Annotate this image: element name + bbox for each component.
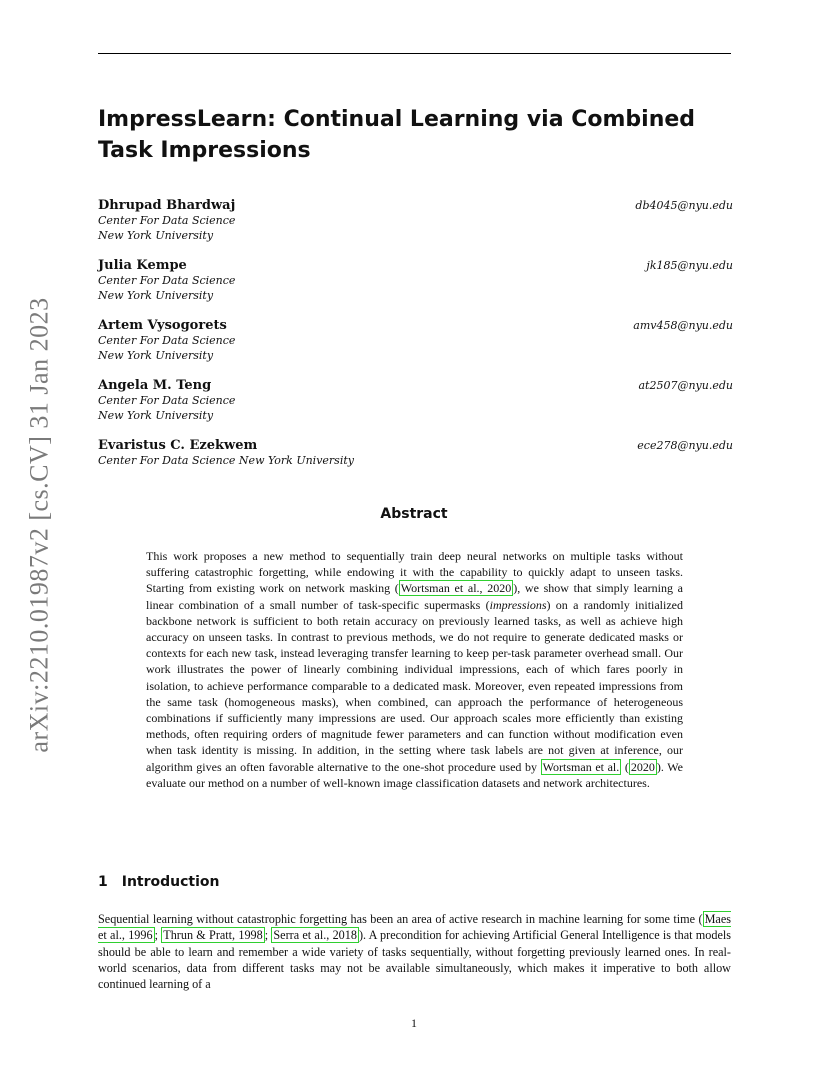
arxiv-stamp <box>20 290 60 760</box>
author-affiliation: New York University <box>98 349 214 362</box>
author-affiliation: New York University <box>98 409 214 422</box>
author-name: Julia Kempe <box>98 258 187 273</box>
arxiv-stamp-text: arXiv:2210.01987v2 [cs.CV] 31 Jan 2023 <box>25 297 54 753</box>
author-email[interactable]: jk185@nyu.edu <box>646 259 733 272</box>
abstract-text: ). We evaluate our method on a number of well-known image classification datasets and network architectures. <box>146 759 683 790</box>
citation-link[interactable]: 2020 <box>630 759 655 774</box>
author-block <box>98 198 733 243</box>
top-rule <box>98 53 731 54</box>
author-name: Artem Vysogorets <box>98 318 227 333</box>
author-affiliation: New York University <box>98 289 214 302</box>
abstract-heading: Abstract <box>380 506 448 522</box>
author-affiliation: Center For Data Science <box>98 214 236 227</box>
intro-text: ). A precondition for achieving Artificial General Intelligence is that models should be able to learn and remember a wide variety of tasks sequentially, without forgetting previously learned ones. In real-world scenarios, data from different tasks may not be available simultaneously, which makes it imperative to both allow continued learning of a <box>98 928 732 992</box>
author-affiliation: Center For Data Science <box>98 394 236 407</box>
author-affiliation: Center For Data Science <box>98 274 236 287</box>
section-number: 1 <box>98 874 108 890</box>
abstract-text: ) on a randomly initialized backbone network is sufficient to both retain accuracy on previously learned tasks, as well as achieve high accuracy on unseen tasks. In contrast to previous methods, we do not require to generate dedicated masks or contexts for each new task, instead leveraging transfer learning to keep per-task parameter overhead small. Our work illustrates the power of linearly combining individual impressions, each of which fares poorly in isolation, to achieve performance comparable to a dedicated mask. Moreover, even repeated impressions from the same task (homogeneous masks), when combined, can approach the performance of heterogeneous combinations if sufficiently many impressions are used. Our approach scales more efficiently than existing methods, often requiring orders of magnitude fewer parameters and can function without modification even when task identity is missing. In addition, in the setting where task labels are not given at inference, our algorithm gives an often favorable alternative to the one-shot procedure used by <box>146 597 684 774</box>
abstract-text: ( <box>621 759 629 774</box>
author-email[interactable]: at2507@nyu.edu <box>638 379 733 392</box>
author-name: Angela M. Teng <box>98 378 212 393</box>
author-block <box>98 318 733 363</box>
citation-link[interactable]: Maes et al., 1996 <box>98 912 731 943</box>
abstract-body <box>146 548 683 791</box>
citation-link[interactable]: Wortsman et al., 2020 <box>400 581 512 596</box>
author-email[interactable]: amv458@nyu.edu <box>633 319 733 332</box>
author-block <box>98 378 733 423</box>
intro-text: ; <box>264 928 272 943</box>
citation-link[interactable]: Wortsman et al. <box>542 759 620 774</box>
author-affiliation: Center For Data Science New York University <box>98 454 354 467</box>
author-affiliation: Center For Data Science <box>98 334 236 347</box>
author-name: Evaristus C. Ezekwem <box>98 438 258 453</box>
page-number: 1 <box>411 1016 417 1030</box>
abstract-text: This work proposes a new method to sequentially train deep neural networks on multiple tasks without suffering catastrophic forgetting, while endowing it with the capability to quickly adapt to unseen tasks. Starting from existing work on network masking ( <box>146 549 683 596</box>
abstract-emphasis: impressions <box>489 597 547 612</box>
author-name: Dhrupad Bhardwaj <box>98 198 236 213</box>
citation-link[interactable]: Serra et al., 2018 <box>273 928 357 943</box>
abstract-text: ), we show that simply learning a linear combination of a small number of task-specific supermasks ( <box>146 581 683 612</box>
paper-title: ImpressLearn: Continual Learning via Combined Task Impressions <box>98 107 696 163</box>
intro-text: Sequential learning without catastrophic forgetting has been an area of active research in machine learning for some time ( <box>98 912 703 926</box>
author-block <box>98 438 733 468</box>
intro-text: ; <box>154 928 162 943</box>
author-email[interactable]: db4045@nyu.edu <box>635 199 733 212</box>
section-title: Introduction <box>121 874 220 890</box>
intro-paragraph <box>98 911 731 992</box>
section-heading <box>98 874 220 890</box>
citation-link[interactable]: Thrun & Pratt, 1998 <box>163 928 263 943</box>
author-block <box>98 258 733 303</box>
author-affiliation: New York University <box>98 229 214 242</box>
author-email[interactable]: ece278@nyu.edu <box>637 439 733 452</box>
